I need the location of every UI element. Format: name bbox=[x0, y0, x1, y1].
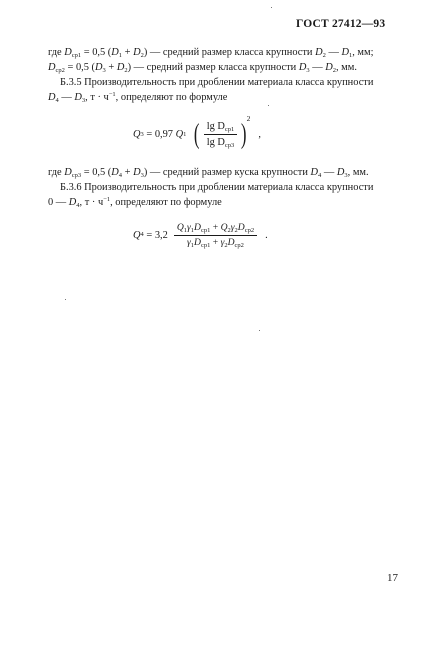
scan-speck bbox=[271, 7, 272, 8]
page-header: ГОСТ 27412—93 bbox=[296, 18, 386, 30]
section-b36-line1: Б.3.6 Производительность при дроблении материала класса крупности bbox=[60, 182, 374, 193]
scan-speck bbox=[259, 330, 260, 331]
scan-speck bbox=[268, 105, 269, 106]
formula-q4: Q 4 = 3,2 $\frac{Q_1\gamma_1D_{cp1} + Q_2\gamma_2D_{cp2}}{\gamma_1D_{cp1} + \gamma_2D_{cp2}}$ . bbox=[133, 222, 268, 249]
section-b36-line2: 0 — $D_4$, $т \cdot ч^{-1}$, определяют по формуле bbox=[48, 196, 222, 209]
page-number: 17 bbox=[387, 572, 398, 584]
section-b35-line2: $D_4$ — $D_3$, $т \cdot ч^{-1}$, определяют по формуле bbox=[48, 91, 228, 104]
definition-dcp2: $D_{cp2} = 0,5$ $(D_3 + D_2)$ — средний размер класса крупности $D_3$ — $D_2$, мм. bbox=[48, 62, 357, 74]
definition-dcp1: где $D_{cp1} = 0,5$ $(D_1 + D_2)$ — средний размер класса крупности $D_2$ — $D_1$, мм; bbox=[48, 47, 374, 59]
definition-dcp3: где $D_{cp3} = 0,5$ $(D_4 + D_3)$ — средний размер куска крупности $D_4$ — $D_3$, мм. bbox=[48, 167, 369, 179]
section-b35-line1: Б.3.5 Производительность при дроблении материала класса крупности bbox=[60, 77, 374, 88]
scan-speck bbox=[65, 299, 66, 300]
formula-q3: Q 3 = 0,97 Q 1 ( $\frac{\lg D_{cp1}}{\lg D_{cp3}}$ ) 2 , bbox=[133, 113, 261, 150]
